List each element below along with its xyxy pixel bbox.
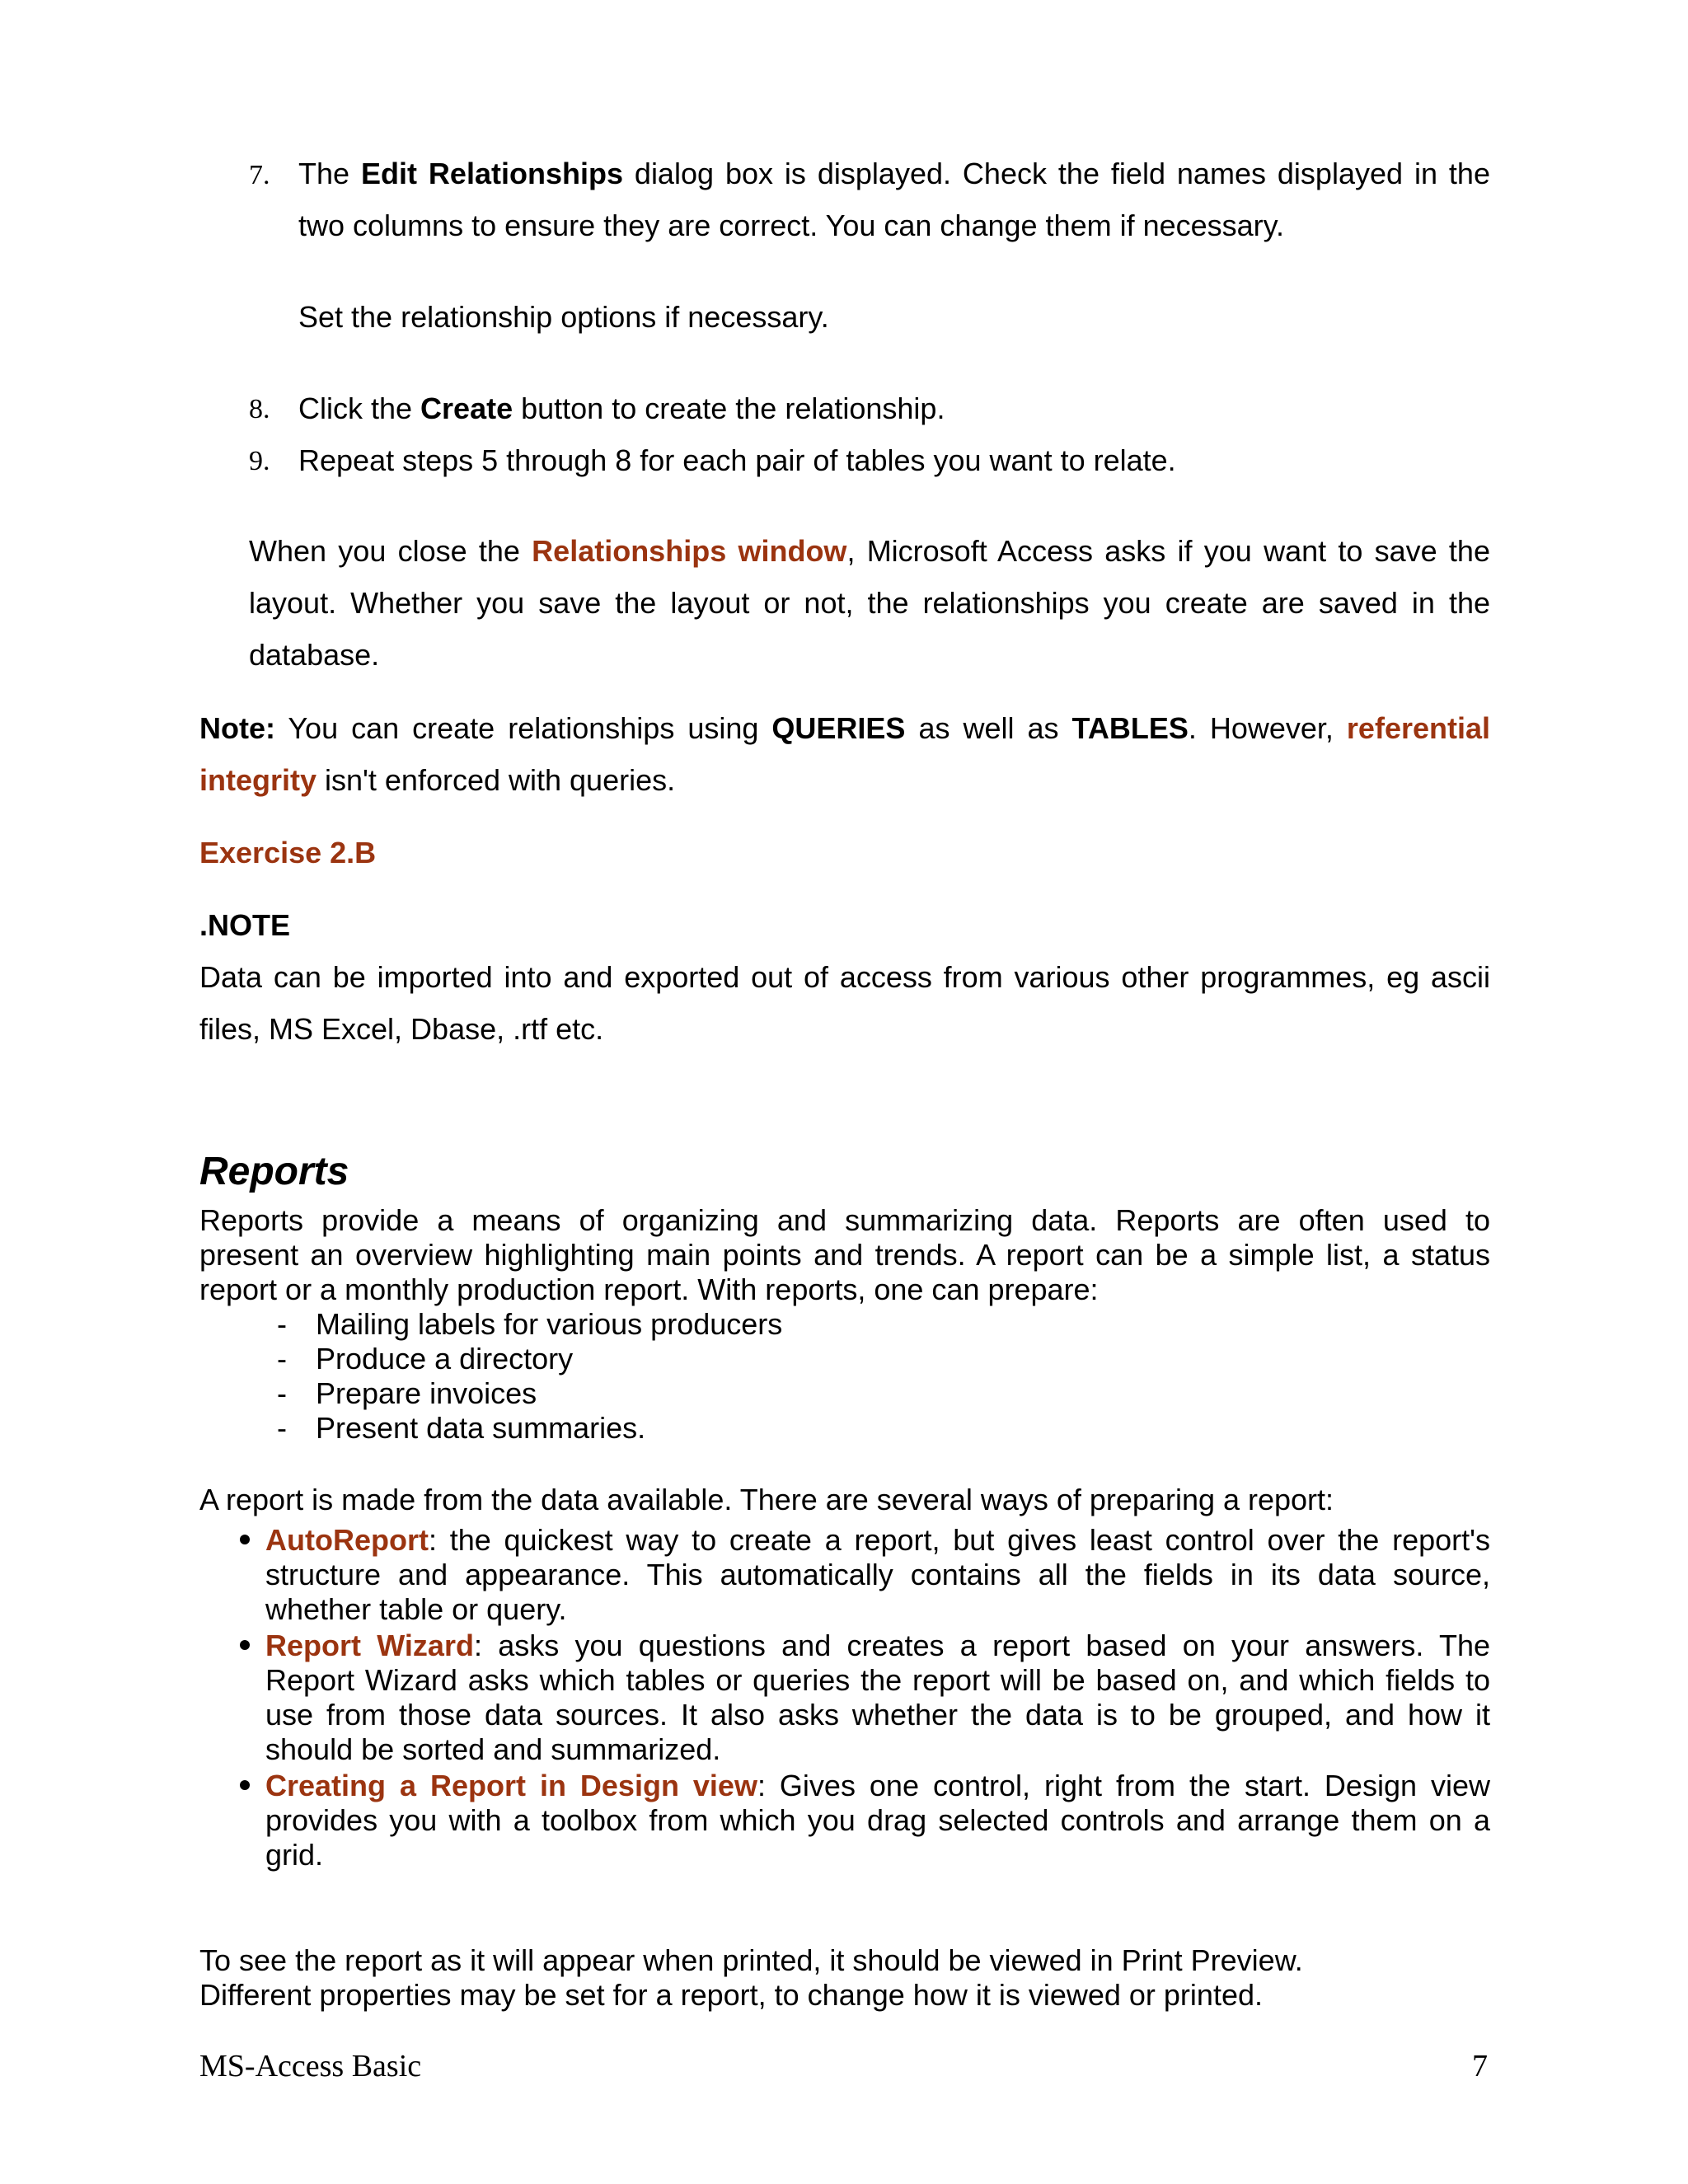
list-item: Produce a directory bbox=[316, 1342, 574, 1376]
dash-marker: - bbox=[277, 1307, 287, 1341]
bullet-2-line-1: Report Wizard: asks you questions and creates a report based on your answers. The bbox=[265, 1629, 1491, 1662]
reports-p3-line-1: To see the report as it will appear when printed, it should be viewed in Print Preview. bbox=[199, 1943, 1303, 1977]
list-item: Prepare invoices bbox=[316, 1376, 537, 1410]
note-line-1: Note: You can create relationships using QUERIES as well as TABLES. However, referential bbox=[199, 711, 1490, 745]
step-7-number: 7. bbox=[249, 160, 270, 190]
step-7-line-1: The Edit Relationships dialog box is displayed. Check the field names displayed in the bbox=[298, 157, 1490, 190]
bullet-2-line-4: should be sorted and summarized. bbox=[265, 1732, 721, 1766]
bullet-2-line-2: Report Wizard asks which tables or queries the report will be based on, and which fields to bbox=[265, 1663, 1490, 1697]
note-line-2: integrity isn't enforced with queries. bbox=[199, 763, 676, 797]
close-para-line-3: database. bbox=[249, 638, 380, 672]
bullet-3-line-1: Creating a Report in Design view: Gives one control, right from the start. Design view bbox=[265, 1769, 1490, 1802]
dash-marker: - bbox=[277, 1342, 287, 1376]
reports-p1-line-3: report or a monthly production report. With reports, one can prepare: bbox=[199, 1272, 1099, 1306]
bullet-3-line-3: grid. bbox=[265, 1838, 324, 1872]
bullet-dot bbox=[240, 1640, 250, 1650]
dash-marker: - bbox=[277, 1376, 287, 1410]
bullet-dot bbox=[240, 1780, 250, 1790]
step-9-text: Repeat steps 5 through 8 for each pair of tables you want to relate. bbox=[298, 443, 1176, 477]
reports-p1-line-2: present an overview highlighting main points and trends. A report can be a simple list, a status bbox=[199, 1238, 1490, 1272]
footer-page-number: 7 bbox=[1472, 2049, 1488, 2083]
close-para-line-1: When you close the Relationships window, Microsoft Access asks if you want to save the bbox=[249, 534, 1490, 568]
step-7-line-2: two columns to ensure they are correct. You can change them if necessary. bbox=[298, 209, 1284, 242]
note2-line-2: files, MS Excel, Dbase, .rtf etc. bbox=[199, 1012, 604, 1046]
list-item: Mailing labels for various producers bbox=[316, 1307, 783, 1341]
step-7-line-3: Set the relationship options if necessary. bbox=[298, 300, 829, 334]
bullet-1-line-2: structure and appearance. This automatically contains all the fields in its data source, bbox=[265, 1558, 1490, 1591]
footer-title: MS-Access Basic bbox=[199, 2049, 422, 2083]
note2-label: .NOTE bbox=[199, 908, 291, 942]
bullet-dot bbox=[240, 1535, 250, 1544]
exercise-heading: Exercise 2.B bbox=[199, 836, 377, 869]
bullet-2-line-3: use from those data sources. It also asks whether the data is to be grouped, and how it bbox=[265, 1698, 1490, 1732]
reports-p1-line-1: Reports provide a means of organizing and summarizing data. Reports are often used to bbox=[199, 1203, 1490, 1237]
step-8-text: Click the Create button to create the relationship. bbox=[298, 391, 945, 425]
list-item: Present data summaries. bbox=[316, 1411, 646, 1445]
reports-p2: A report is made from the data available. There are several ways of preparing a report: bbox=[199, 1483, 1334, 1516]
dash-marker: - bbox=[277, 1411, 287, 1445]
step-9-number: 9. bbox=[249, 446, 270, 476]
bullet-3-line-2: provides you with a toolbox from which you drag selected controls and arrange them on a bbox=[265, 1803, 1490, 1837]
reports-heading: Reports bbox=[199, 1150, 349, 1193]
close-para-line-2: layout. Whether you save the layout or not, the relationships you create are saved in the bbox=[249, 586, 1490, 620]
bullet-1-line-3: whether table or query. bbox=[265, 1592, 567, 1626]
note2-line-1: Data can be imported into and exported out of access from various other programmes, eg ascii bbox=[199, 960, 1490, 994]
reports-p3-line-2: Different properties may be set for a report, to change how it is viewed or printed. bbox=[199, 1978, 1263, 2012]
step-8-number: 8. bbox=[249, 394, 270, 424]
bullet-1-line-1: AutoReport: the quickest way to create a report, but gives least control over the report's bbox=[265, 1523, 1490, 1557]
